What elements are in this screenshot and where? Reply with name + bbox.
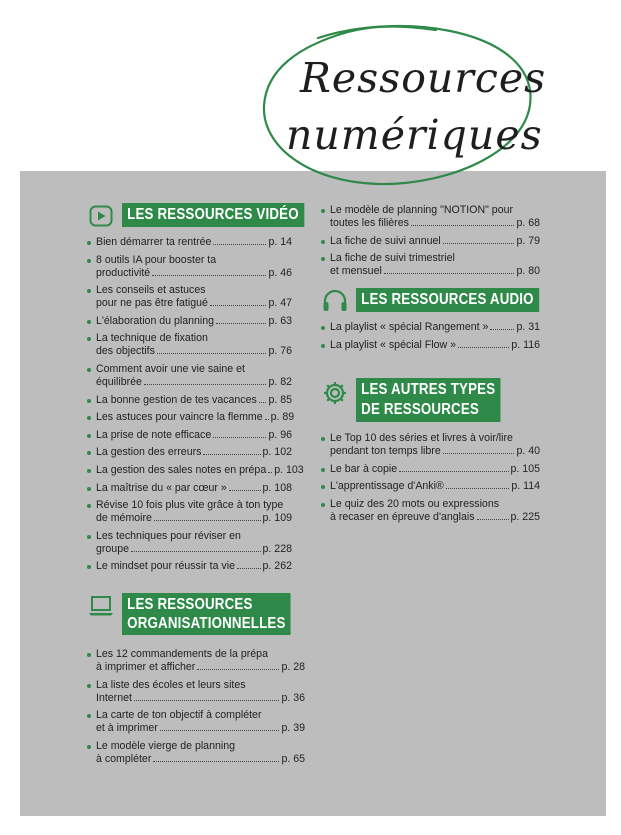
title-oval [258, 20, 547, 190]
item-title: et mensuel [330, 265, 382, 278]
item-title: Internet [96, 691, 132, 704]
item-title: de mémoire [96, 512, 152, 525]
list-item [86, 679, 305, 705]
item-text-line: Le modèle de planning "NOTION" pour [330, 204, 514, 216]
page-number: p. 31 [516, 321, 540, 333]
list-item [320, 339, 540, 352]
item-title: L'élaboration du planning [96, 314, 215, 327]
page-number: p. 262 [262, 560, 292, 573]
section-organisation-title-line-2: ORGANISATIONNELLES [127, 615, 286, 632]
section-organisation-header [88, 593, 318, 635]
list-item [86, 411, 295, 424]
page-number: p. 82 [268, 375, 292, 388]
item-title: pendant ton temps libre [330, 445, 441, 457]
dot-leader [446, 487, 510, 489]
item-text-line: 8 outils IA pour booster ta [96, 253, 217, 266]
item-text-line: Les 12 commandements de la prépa [96, 648, 268, 660]
page-number: p. 65 [281, 752, 305, 765]
list-item [86, 463, 304, 477]
dot-leader [210, 304, 267, 306]
dot-leader [259, 401, 267, 403]
page-number: p. 225 [510, 510, 540, 523]
list-item [86, 499, 292, 525]
dot-leader [160, 729, 280, 731]
item-entry-line [96, 345, 292, 358]
page-number: p. 39 [281, 722, 305, 735]
item-entry-line [330, 235, 540, 248]
section-video-title: LES RESSOURCES VIDÉO [122, 203, 304, 227]
item-entry-line [330, 217, 540, 230]
list-item [86, 709, 305, 735]
list-item [86, 332, 292, 358]
list-item [86, 284, 292, 310]
item-entry-line [96, 661, 305, 674]
list-item [320, 463, 540, 476]
item-entry-line [96, 446, 292, 459]
other-resource-list [320, 432, 540, 528]
list-item [86, 530, 292, 556]
list-item [86, 648, 305, 674]
item-entry-line [96, 463, 304, 477]
list-item [320, 480, 540, 493]
item-text-line: Les conseils et astuces [96, 284, 206, 297]
page-number: p. 105 [510, 462, 540, 475]
page-number: p. 68 [516, 217, 540, 229]
item-entry-line [330, 445, 540, 458]
page-number: p. 63 [268, 314, 292, 327]
item-entry-line [330, 463, 540, 476]
item-title: toutes les filières [330, 217, 409, 229]
dot-leader [443, 242, 515, 244]
item-text-line: La fiche de suivi trimestriel [330, 252, 455, 265]
dot-leader [216, 322, 266, 324]
item-text-line: Les techniques pour réviser en [96, 529, 241, 542]
item-entry-line [96, 512, 292, 525]
list-item [320, 498, 540, 524]
item-title: à recaser en épreuve d'anglais [330, 510, 475, 523]
section-other-title-line-2: DE RESSOURCES [361, 401, 479, 418]
dot-leader [265, 418, 269, 420]
dot-leader [384, 272, 515, 274]
item-title: productivité [96, 266, 151, 279]
item-text-line: Le Top 10 des séries et livres à voir/lire [330, 432, 513, 444]
item-text-line: La liste des écoles et leurs sites [96, 678, 246, 691]
item-entry-line [96, 411, 295, 424]
item-title: La fiche de suivi annuel [330, 234, 441, 247]
item-title: La playlist « spécial Flow » [330, 338, 457, 351]
page-number: p. 89 [270, 411, 295, 424]
page-number: p. 28 [281, 661, 305, 673]
list-item [86, 560, 292, 573]
dot-leader [153, 760, 279, 762]
item-entry-line [96, 543, 292, 556]
page-number: p. 228 [262, 542, 292, 555]
page-number: p. 36 [281, 691, 305, 704]
item-title: équilibrée [96, 375, 142, 388]
item-title: et à imprimer [96, 722, 158, 735]
dot-leader [144, 383, 266, 385]
item-entry-line [96, 236, 292, 249]
item-entry-line [96, 692, 305, 705]
list-item [320, 252, 540, 278]
item-title: pour ne pas être fatigué [96, 297, 208, 310]
page-number: p. 79 [516, 234, 540, 247]
item-entry-line [96, 560, 292, 573]
item-entry-line [96, 376, 292, 389]
dot-leader [443, 452, 515, 454]
dot-leader [458, 346, 509, 348]
page-number: p. 76 [268, 345, 292, 358]
list-item [86, 254, 292, 280]
item-title: Le bar à copie [330, 462, 398, 475]
laptop-icon [88, 593, 114, 619]
item-title: La bonne gestion de tes vacances [96, 393, 257, 406]
dot-leader [490, 328, 514, 330]
item-title: La gestion des erreurs [96, 446, 202, 459]
item-entry-line [96, 394, 292, 407]
list-item [86, 446, 292, 459]
item-title: des objectifs [96, 345, 155, 358]
dot-leader [197, 668, 279, 670]
item-entry-line [96, 315, 292, 328]
item-entry-line [330, 265, 540, 278]
play-icon [88, 203, 114, 229]
item-title: La prise de note efficace [96, 428, 212, 441]
list-item [320, 204, 540, 230]
item-entry-line [96, 753, 305, 766]
page-number: p. 114 [511, 480, 540, 493]
item-title: L'apprentissage d'Anki® [330, 480, 444, 493]
dot-leader [131, 550, 261, 552]
audio-resource-list [320, 321, 540, 356]
item-text-line: Le quiz des 20 mots ou expressions [330, 497, 500, 510]
page-number: p. 102 [262, 446, 292, 459]
dot-leader [152, 274, 266, 276]
headphones-icon [322, 288, 348, 314]
item-text-line: Le modèle vierge de planning [96, 739, 235, 752]
item-entry-line [96, 297, 292, 310]
gear-icon [322, 380, 348, 406]
item-text-line: La carte de ton objectif à compléter [96, 709, 262, 722]
item-title: La maîtrise du « par cœur » [96, 481, 227, 494]
dot-leader [213, 243, 266, 245]
page-number: p. 108 [262, 481, 292, 494]
page-number: p. 47 [268, 297, 292, 310]
dot-leader [411, 224, 515, 226]
dot-leader [229, 489, 261, 491]
page-number: p. 46 [268, 266, 292, 279]
item-entry-line [330, 321, 540, 334]
section-video-header [88, 203, 334, 229]
title-line-2: numériques [286, 111, 543, 159]
section-organisation-title [122, 593, 291, 635]
list-item [86, 740, 305, 766]
item-entry-line [330, 511, 540, 524]
item-title: La gestion des sales notes en prépa [96, 463, 267, 476]
page-number: p. 103 [274, 463, 304, 476]
section-audio-title: LES RESSOURCES AUDIO [356, 288, 539, 312]
list-item [86, 236, 292, 249]
item-entry-line [330, 480, 540, 493]
list-item [86, 315, 292, 328]
item-title: La playlist « spécial Rangement » [330, 321, 489, 333]
section-other-title [356, 378, 500, 422]
item-title: à imprimer et afficher [96, 661, 196, 673]
page-number: p. 96 [268, 428, 292, 441]
item-title: Bien démarrer ta rentrée [96, 236, 212, 248]
dot-leader [477, 518, 509, 520]
section-audio-header [322, 288, 569, 314]
item-entry-line [96, 722, 305, 735]
dot-leader [154, 519, 261, 521]
item-title: groupe [96, 542, 129, 555]
dot-leader [213, 436, 266, 438]
page-number: p. 40 [516, 445, 540, 457]
item-entry-line [96, 482, 292, 495]
dot-leader [203, 453, 260, 455]
dot-leader [268, 471, 272, 473]
dot-leader [237, 567, 261, 569]
item-title: à compléter [96, 752, 152, 765]
organisation-resource-list [86, 648, 305, 770]
item-title: Les astuces pour vaincre la flemme [96, 411, 263, 424]
dot-leader [399, 470, 508, 472]
section-organisation-title-line-1: LES RESSOURCES [127, 596, 253, 613]
page-number: p. 85 [268, 393, 292, 406]
page-number: p. 14 [268, 236, 292, 248]
planning-resource-list [320, 204, 540, 283]
list-item [86, 429, 292, 442]
list-item [86, 363, 292, 389]
page-number: p. 80 [516, 265, 540, 278]
section-other-title-line-1: LES AUTRES TYPES [361, 381, 496, 398]
video-resource-list [86, 236, 304, 578]
page-number: p. 109 [262, 512, 292, 525]
section-other-header [322, 378, 524, 422]
list-item [320, 432, 540, 458]
title-line-1: Ressources [300, 54, 547, 102]
page-number: p. 116 [511, 338, 540, 351]
list-item [86, 482, 292, 495]
item-entry-line [96, 429, 292, 442]
item-title: Le mindset pour réussir ta vie [96, 560, 235, 573]
item-text-line: Comment avoir une vie saine et [96, 362, 245, 375]
item-entry-line [330, 339, 540, 352]
list-item [320, 235, 540, 248]
dot-leader [134, 699, 280, 701]
list-item [320, 321, 540, 334]
item-entry-line [96, 267, 292, 280]
dot-leader [157, 352, 267, 354]
item-text-line: Révise 10 fois plus vite grâce à ton type [96, 499, 284, 512]
list-item [86, 394, 292, 407]
item-text-line: La technique de fixation [96, 332, 208, 345]
